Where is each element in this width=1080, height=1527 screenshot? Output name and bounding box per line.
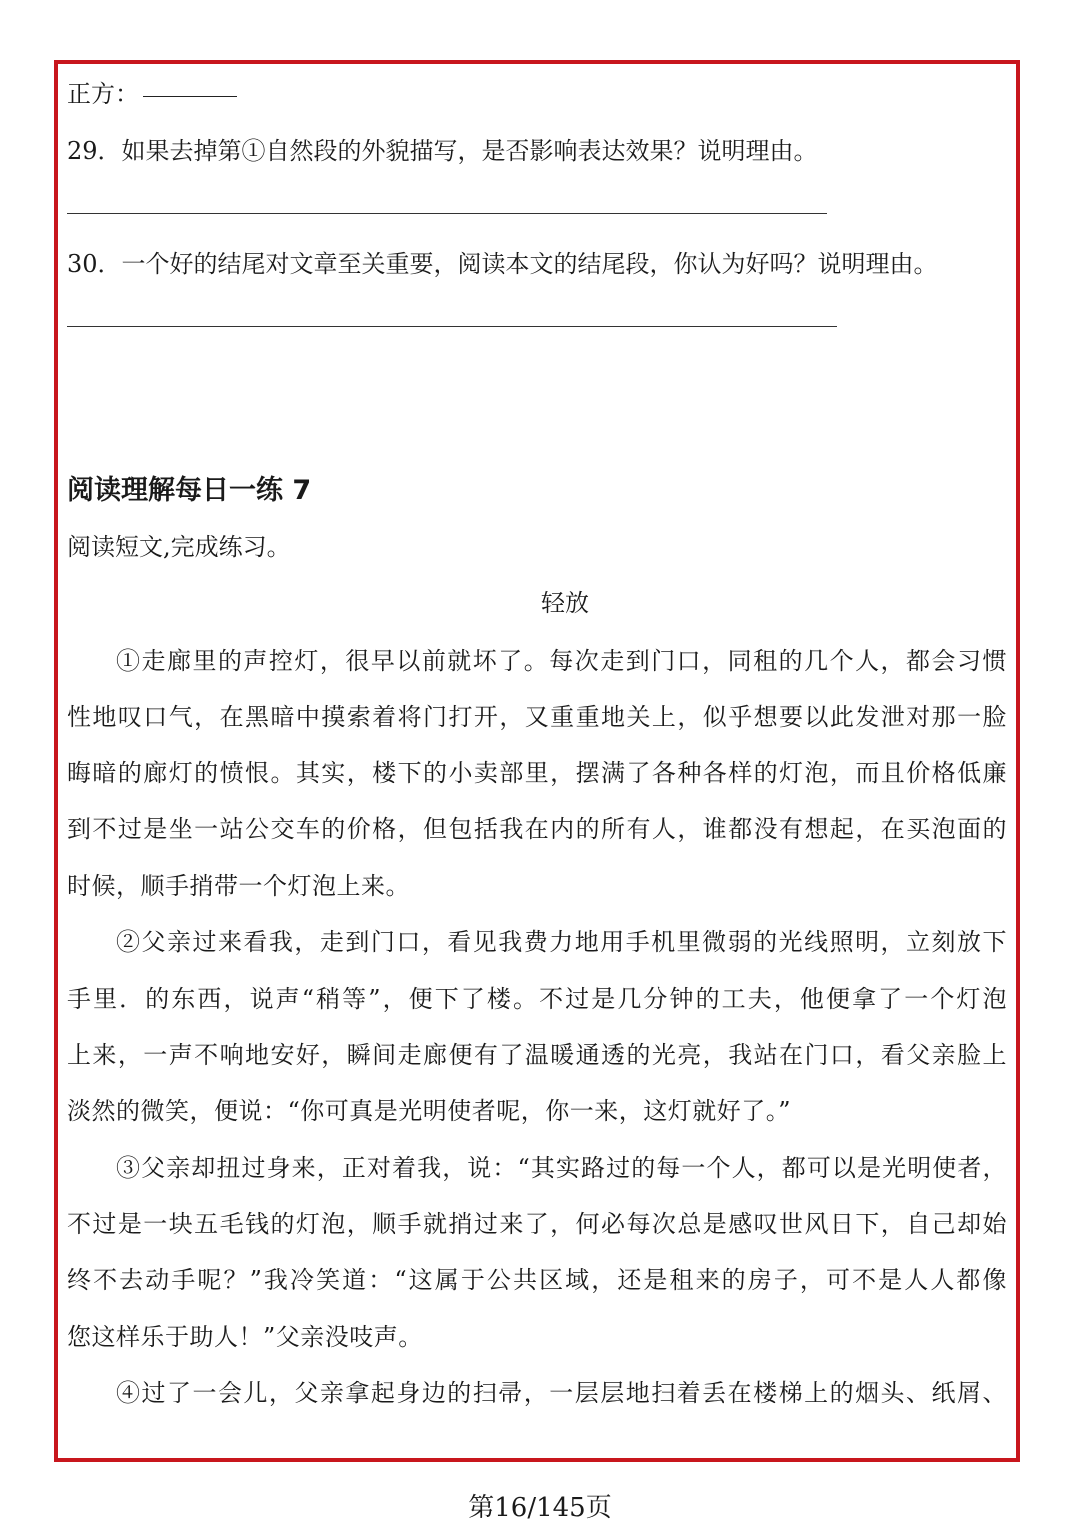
zhengfang-label: 正方： bbox=[67, 80, 139, 108]
instruction: 阅读短文,完成练习。 bbox=[67, 533, 291, 561]
question-30: 30．一个好的结尾对文章至关重要，阅读本文的结尾段，你认为好吗？说明理由。 bbox=[67, 250, 938, 278]
answer-line-29[interactable] bbox=[67, 213, 827, 214]
article-line: ①走廊里的声控灯，很早以前就坏了。每次走到门口，同租的几个人，都会习惯 bbox=[116, 647, 1007, 675]
article-line: 不过是一块五毛钱的灯泡，顺手就捎过来了，何必每次总是感叹世风日下，自己却始 bbox=[67, 1210, 1007, 1238]
page-number: 第16/145页 bbox=[468, 1493, 612, 1523]
debate-side-row bbox=[67, 78, 237, 110]
article-line: 到不过是坐一站公交车的价格，但包括我在内的所有人，谁都没有想起，在买泡面的 bbox=[67, 815, 1007, 843]
article-line: 晦暗的廊灯的愤恨。其实，楼下的小卖部里，摆满了各种各样的灯泡，而且价格低廉 bbox=[67, 759, 1007, 787]
article-title: 轻放 bbox=[541, 589, 589, 617]
section-title: 阅读理解每日一练 7 bbox=[67, 475, 312, 506]
article-line: 淡然的微笑，便说：“你可真是光明使者呢，你一来，这灯就好了。” bbox=[67, 1097, 792, 1125]
article-line: 时候，顺手捎带一个灯泡上来。 bbox=[67, 872, 410, 900]
article-line: ④过了一会儿，父亲拿起身边的扫帚，一层层地扫着丢在楼梯上的烟头、纸屑、 bbox=[116, 1379, 1007, 1407]
article-line: 上来，一声不响地安好，瞬间走廊便有了温暖通透的光亮，我站在门口，看父亲脸上 bbox=[67, 1041, 1007, 1069]
article-line: ③父亲却扭过身来，正对着我，说：“其实路过的每一个人，都可以是光明使者， bbox=[116, 1154, 1007, 1182]
article-line: 终不去动手呢？”我冷笑道：“这属于公共区域，还是租来的房子，可不是人人都像 bbox=[67, 1266, 1007, 1294]
answer-line-30[interactable] bbox=[67, 326, 837, 327]
question-29: 29．如果去掉第①自然段的外貌描写，是否影响表达效果？说明理由。 bbox=[67, 137, 818, 165]
zhengfang-blank[interactable] bbox=[143, 95, 237, 97]
article-line: 手里．的东西，说声“稍等”，便下了楼。不过是几分钟的工夫，他便拿了一个灯泡 bbox=[67, 985, 1007, 1013]
article-line: 性地叹口气，在黑暗中摸索着将门打开，又重重地关上，似乎想要以此发泄对那一脸 bbox=[67, 703, 1007, 731]
article-line: ②父亲过来看我，走到门口，看见我费力地用手机里微弱的光线照明，立刻放下 bbox=[116, 928, 1007, 956]
article-line: 您这样乐于助人！”父亲没吱声。 bbox=[67, 1323, 423, 1351]
